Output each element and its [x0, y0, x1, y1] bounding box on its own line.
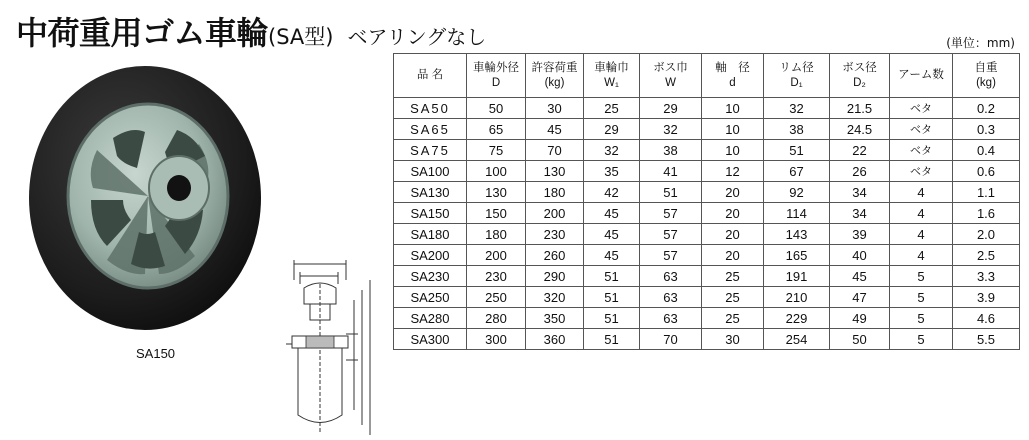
cell-product-name: SA180 — [394, 224, 467, 245]
cell-product-name: SA65 — [394, 119, 467, 140]
cell-wheel-diameter: 200 — [467, 245, 526, 266]
cell-boss-width: 32 — [640, 119, 702, 140]
cell-wheel-diameter: 300 — [467, 329, 526, 350]
cell-boss-width: 57 — [640, 203, 702, 224]
table-row — [394, 98, 1020, 119]
table-row — [394, 245, 1020, 266]
cell-allowable-load: 180 — [526, 182, 584, 203]
cell-wheel-diameter: 250 — [467, 287, 526, 308]
cell-weight: 0.6 — [953, 161, 1020, 182]
cell-boss-diameter: 34 — [830, 203, 890, 224]
cell-product-name: SA50 — [394, 98, 467, 119]
cell-boss-width: 41 — [640, 161, 702, 182]
cell-product-name: SA280 — [394, 308, 467, 329]
header-allowable-load: 許容荷重 (kg) — [526, 54, 584, 98]
cell-rim-diameter: 229 — [764, 308, 830, 329]
cell-weight: 2.5 — [953, 245, 1020, 266]
cell-rim-diameter: 32 — [764, 98, 830, 119]
cell-shaft-diameter: 12 — [702, 161, 764, 182]
cell-shaft-diameter: 30 — [702, 329, 764, 350]
cell-wheel-width: 51 — [584, 308, 640, 329]
table-row — [394, 224, 1020, 245]
header-wheel-diameter: 車輪外径 D — [467, 54, 526, 98]
cell-boss-width: 29 — [640, 98, 702, 119]
cell-shaft-diameter: 20 — [702, 224, 764, 245]
cell-boss-diameter: 49 — [830, 308, 890, 329]
cell-product-name: SA230 — [394, 266, 467, 287]
cell-boss-width: 63 — [640, 266, 702, 287]
cell-rim-diameter: 51 — [764, 140, 830, 161]
cell-weight: 5.5 — [953, 329, 1020, 350]
cell-rim-diameter: 38 — [764, 119, 830, 140]
cell-shaft-diameter: 10 — [702, 140, 764, 161]
cell-wheel-diameter: 65 — [467, 119, 526, 140]
cell-boss-diameter: 39 — [830, 224, 890, 245]
cell-arm-count: 4 — [890, 203, 953, 224]
cell-arm-count: 5 — [890, 329, 953, 350]
cell-boss-width: 38 — [640, 140, 702, 161]
page-title — [16, 8, 486, 54]
title-main: 中荷重用ゴム車輪 — [16, 14, 269, 52]
cell-allowable-load: 290 — [526, 266, 584, 287]
header-rim-diameter: リム径 D₁ — [764, 54, 830, 98]
cell-wheel-width: 45 — [584, 224, 640, 245]
cell-arm-count: 4 — [890, 182, 953, 203]
cell-wheel-diameter: 150 — [467, 203, 526, 224]
cell-product-name: SA75 — [394, 140, 467, 161]
spec-table — [393, 53, 1020, 350]
cell-wheel-width: 51 — [584, 329, 640, 350]
cell-product-name: SA150 — [394, 203, 467, 224]
cell-allowable-load: 45 — [526, 119, 584, 140]
table-header-row — [394, 54, 1020, 98]
table-row — [394, 119, 1020, 140]
cell-rim-diameter: 254 — [764, 329, 830, 350]
cell-boss-diameter: 47 — [830, 287, 890, 308]
cell-allowable-load: 30 — [526, 98, 584, 119]
header-arm-count: アーム数 — [890, 54, 953, 98]
cell-weight: 2.0 — [953, 224, 1020, 245]
cell-weight: 4.6 — [953, 308, 1020, 329]
cell-arm-count: ベタ — [890, 140, 953, 161]
cell-allowable-load: 230 — [526, 224, 584, 245]
cell-shaft-diameter: 25 — [702, 287, 764, 308]
cell-shaft-diameter: 20 — [702, 203, 764, 224]
cell-wheel-width: 25 — [584, 98, 640, 119]
cell-wheel-diameter: 50 — [467, 98, 526, 119]
cell-weight: 3.3 — [953, 266, 1020, 287]
table-row — [394, 203, 1020, 224]
cell-arm-count: 4 — [890, 224, 953, 245]
cell-boss-diameter: 45 — [830, 266, 890, 287]
table-row — [394, 140, 1020, 161]
cell-rim-diameter: 92 — [764, 182, 830, 203]
cell-product-name: SA130 — [394, 182, 467, 203]
cell-rim-diameter: 143 — [764, 224, 830, 245]
cell-rim-diameter: 191 — [764, 266, 830, 287]
cell-wheel-width: 42 — [584, 182, 640, 203]
cell-product-name: SA200 — [394, 245, 467, 266]
cell-wheel-diameter: 180 — [467, 224, 526, 245]
header-name: 品 名 — [394, 54, 467, 98]
cell-allowable-load: 130 — [526, 161, 584, 182]
wheel-photo-image — [27, 60, 267, 335]
cell-product-name: SA250 — [394, 287, 467, 308]
cell-wheel-width: 35 — [584, 161, 640, 182]
table-row — [394, 161, 1020, 182]
cell-boss-diameter: 26 — [830, 161, 890, 182]
cell-wheel-diameter: 75 — [467, 140, 526, 161]
cell-shaft-diameter: 20 — [702, 182, 764, 203]
cell-weight: 0.2 — [953, 98, 1020, 119]
cell-arm-count: 5 — [890, 287, 953, 308]
header-wheel-width: 車輪巾 W₁ — [584, 54, 640, 98]
cell-arm-count: 5 — [890, 308, 953, 329]
cell-arm-count: 5 — [890, 266, 953, 287]
cell-allowable-load: 320 — [526, 287, 584, 308]
cell-boss-diameter: 50 — [830, 329, 890, 350]
cell-boss-width: 63 — [640, 287, 702, 308]
cell-allowable-load: 360 — [526, 329, 584, 350]
cell-arm-count: 4 — [890, 245, 953, 266]
header-weight: 自重 (kg) — [953, 54, 1020, 98]
cell-shaft-diameter: 10 — [702, 98, 764, 119]
cell-wheel-width: 51 — [584, 287, 640, 308]
cell-wheel-diameter: 100 — [467, 161, 526, 182]
cell-allowable-load: 70 — [526, 140, 584, 161]
cell-boss-width: 51 — [640, 182, 702, 203]
cell-allowable-load: 200 — [526, 203, 584, 224]
cell-rim-diameter: 165 — [764, 245, 830, 266]
cell-arm-count: ベタ — [890, 161, 953, 182]
cell-boss-diameter: 24.5 — [830, 119, 890, 140]
cell-wheel-width: 45 — [584, 203, 640, 224]
cell-weight: 0.3 — [953, 119, 1020, 140]
cell-rim-diameter: 210 — [764, 287, 830, 308]
axle-hole — [167, 175, 191, 201]
cell-product-name: SA100 — [394, 161, 467, 182]
cell-rim-diameter: 114 — [764, 203, 830, 224]
unit-note: (単位：mm) — [946, 36, 1015, 50]
cell-shaft-diameter: 20 — [702, 245, 764, 266]
cell-wheel-width: 32 — [584, 140, 640, 161]
cell-wheel-width: 29 — [584, 119, 640, 140]
header-boss-width: ボス巾 W — [640, 54, 702, 98]
header-shaft-diameter: 軸 径 d — [702, 54, 764, 98]
cell-boss-diameter: 22 — [830, 140, 890, 161]
cell-shaft-diameter: 25 — [702, 308, 764, 329]
cell-wheel-diameter: 130 — [467, 182, 526, 203]
table-row — [394, 308, 1020, 329]
photo-caption: SA150 — [136, 346, 176, 361]
cell-boss-diameter: 34 — [830, 182, 890, 203]
cell-boss-width: 57 — [640, 224, 702, 245]
title-model: (SA型) — [268, 25, 334, 49]
cell-wheel-diameter: 280 — [467, 308, 526, 329]
cell-wheel-width: 51 — [584, 266, 640, 287]
cell-weight: 0.4 — [953, 140, 1020, 161]
cell-boss-diameter: 21.5 — [830, 98, 890, 119]
cell-rim-diameter: 67 — [764, 161, 830, 182]
table-row — [394, 329, 1020, 350]
cell-boss-width: 63 — [640, 308, 702, 329]
cell-weight: 1.1 — [953, 182, 1020, 203]
cell-product-name: SA300 — [394, 329, 467, 350]
cell-boss-width: 57 — [640, 245, 702, 266]
cell-wheel-width: 45 — [584, 245, 640, 266]
cell-arm-count: ベタ — [890, 98, 953, 119]
title-note: ベアリングなし — [347, 25, 487, 49]
cell-weight: 3.9 — [953, 287, 1020, 308]
wheel-cross-section-drawing — [280, 250, 380, 440]
header-boss-diameter: ボス径 D₂ — [830, 54, 890, 98]
cell-allowable-load: 350 — [526, 308, 584, 329]
cell-boss-width: 70 — [640, 329, 702, 350]
cell-shaft-diameter: 25 — [702, 266, 764, 287]
cell-allowable-load: 260 — [526, 245, 584, 266]
table-row — [394, 182, 1020, 203]
cell-wheel-diameter: 230 — [467, 266, 526, 287]
cell-arm-count: ベタ — [890, 119, 953, 140]
table-row — [394, 287, 1020, 308]
cell-shaft-diameter: 10 — [702, 119, 764, 140]
cell-boss-diameter: 40 — [830, 245, 890, 266]
cell-weight: 1.6 — [953, 203, 1020, 224]
table-row — [394, 266, 1020, 287]
